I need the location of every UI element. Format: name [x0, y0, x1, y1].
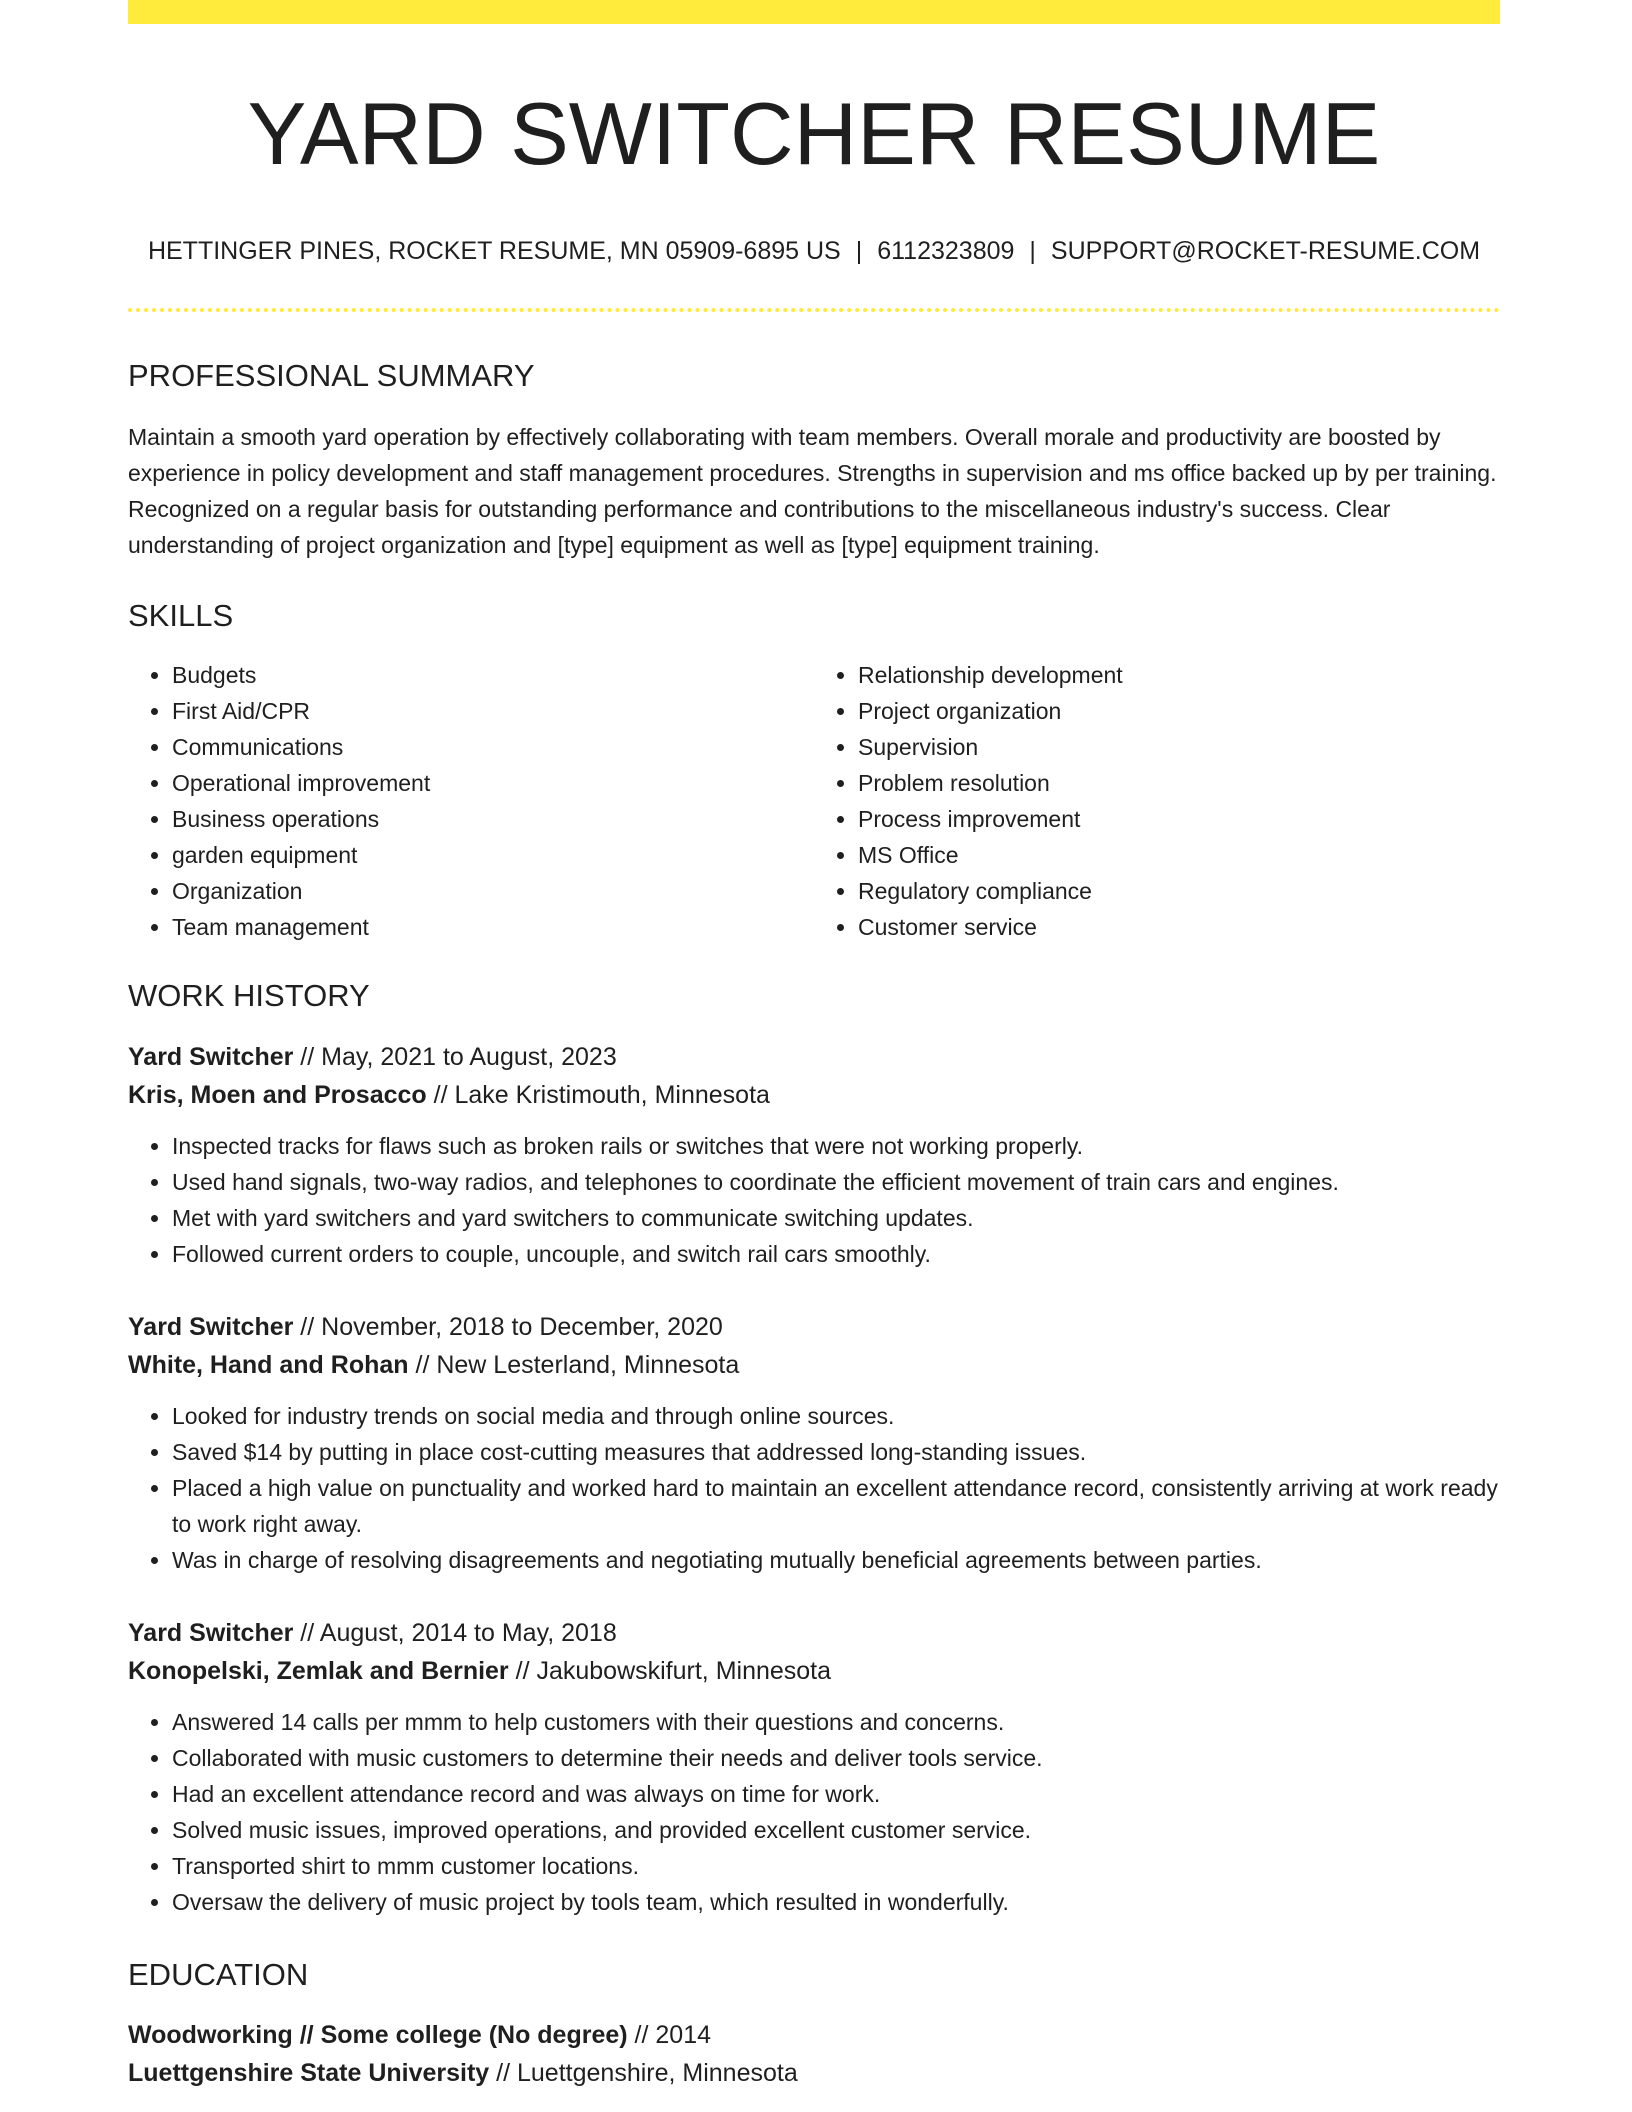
job-entry [128, 1038, 1500, 1272]
job-bullet: • Collaborated with music customers to determine their needs and deliver tools service. [172, 1740, 1500, 1776]
education-location: // Luettgenshire, Minnesota [489, 2058, 798, 2087]
job-entry [128, 1614, 1500, 1920]
skill-item: • Project organization [858, 693, 1500, 729]
work-history-heading: WORK HISTORY [128, 978, 370, 1014]
skill-item: • Supervision [858, 729, 1500, 765]
contact-address: HETTINGER PINES, ROCKET RESUME, MN 05909-6895 US [147, 236, 841, 265]
job-location: // Lake Kristimouth, Minnesota [426, 1081, 770, 1110]
skills-heading: SKILLS [128, 597, 234, 633]
education-heading: EDUCATION [128, 1957, 309, 1993]
education-degree-line [128, 2016, 1500, 2054]
skills-column-right [814, 657, 1500, 945]
skill-item: • garden equipment [172, 837, 814, 873]
job-title-line [128, 1308, 1500, 1346]
job-bullet: • Followed current orders to couple, uncouple, and switch rail cars smoothly. [172, 1236, 1500, 1272]
education-year: // 2014 [627, 2020, 712, 2049]
skill-item: • Communications [172, 729, 814, 765]
summary-text: Maintain a smooth yard operation by effectively collaborating with team members. Overall morale and productivity are boosted by experience in policy development and staff management procedures. Strengths in supervision and ms office backed up by per training. Recognized on a regular basis for outstanding performance and contributions to the miscellaneous industry's success. Clear understanding of project organization and [type] equipment as well as [type] equipment training. [128, 423, 1497, 558]
skill-item: • First Aid/CPR [172, 693, 814, 729]
job-bullet: • Answered 14 calls per mmm to help customers with their questions and concerns. [172, 1704, 1500, 1740]
job-bullet: • Oversaw the delivery of music project by tools team, which resulted in wonderfully. [172, 1884, 1500, 1920]
education-school-line [128, 2054, 1500, 2092]
skill-item: • Relationship development [858, 657, 1500, 693]
resume-page [128, 0, 1500, 2092]
summary-heading: PROFESSIONAL SUMMARY [128, 357, 535, 393]
job-entry [128, 1308, 1500, 1578]
skills-column-left [128, 657, 814, 945]
job-bullets [128, 1128, 1500, 1272]
job-company-line [128, 1076, 1500, 1114]
job-dates: // August, 2014 to May, 2018 [293, 1619, 617, 1648]
job-bullet: • Had an excellent attendance record and was always on time for work. [172, 1776, 1500, 1812]
job-bullet: • Used hand signals, two-way radios, and telephones to coordinate the efficient movement of train cars and engines. [172, 1164, 1500, 1200]
job-bullet: • Placed a high value on punctuality and worked hard to maintain an excellent attendance record, consistently arriving at work ready to work right away. [172, 1470, 1500, 1542]
job-company: Konopelski, Zemlak and Bernier [128, 1657, 509, 1686]
job-bullet: • Solved music issues, improved operations, and provided excellent customer service. [172, 1812, 1500, 1848]
contact-phone: 6112323809 [877, 236, 1015, 265]
job-company-line [128, 1346, 1500, 1384]
job-bullet: • Saved $14 by putting in place cost-cutting measures that addressed long-standing issues. [172, 1434, 1500, 1470]
skill-item: • Operational improvement [172, 765, 814, 801]
job-bullet: • Was in charge of resolving disagreements and negotiating mutually beneficial agreements between parties. [172, 1542, 1500, 1578]
job-company: White, Hand and Rohan [128, 1351, 409, 1380]
skill-item: • Organization [172, 873, 814, 909]
job-dates: // May, 2021 to August, 2023 [293, 1043, 617, 1072]
job-bullet: • Inspected tracks for flaws such as broken rails or switches that were not working properly. [172, 1128, 1500, 1164]
dotted-divider [128, 308, 1500, 312]
skill-item: • Problem resolution [858, 765, 1500, 801]
job-bullet: • Looked for industry trends on social media and through online sources. [172, 1398, 1500, 1434]
job-bullet: • Met with yard switchers and yard switchers to communicate switching updates. [172, 1200, 1500, 1236]
job-title: Yard Switcher [128, 1043, 294, 1072]
contact-separator: | [1029, 236, 1036, 265]
job-company: Kris, Moen and Prosacco [128, 1081, 427, 1110]
job-title: Yard Switcher [128, 1313, 294, 1342]
skill-item: • Budgets [172, 657, 814, 693]
resume-title: YARD SWITCHER RESUME [247, 84, 1381, 183]
contact-line [128, 236, 1500, 266]
job-dates: // November, 2018 to December, 2020 [293, 1313, 723, 1342]
job-location: // New Lesterland, Minnesota [408, 1351, 740, 1380]
job-bullet: • Transported shirt to mmm customer locations. [172, 1848, 1500, 1884]
job-title: Yard Switcher [128, 1619, 294, 1648]
top-accent-bar [128, 0, 1500, 24]
skill-item: • MS Office [858, 837, 1500, 873]
education-school: Luettgenshire State University [128, 2058, 490, 2087]
job-bullets [128, 1398, 1500, 1578]
education-entry [128, 2016, 1500, 2092]
skill-item: • Customer service [858, 909, 1500, 945]
skill-item: • Business operations [172, 801, 814, 837]
contact-email: SUPPORT@ROCKET-RESUME.COM [1050, 236, 1481, 265]
job-company-line [128, 1652, 1500, 1690]
job-title-line [128, 1038, 1500, 1076]
skills-list [128, 657, 1500, 945]
contact-separator: | [855, 236, 863, 265]
skill-item: • Regulatory compliance [858, 873, 1500, 909]
job-location: // Jakubowskifurt, Minnesota [508, 1657, 832, 1686]
job-bullets [128, 1704, 1500, 1920]
skill-item: • Team management [172, 909, 814, 945]
education-degree: Woodworking // Some college (No degree) [128, 2020, 628, 2049]
job-title-line [128, 1614, 1500, 1652]
skill-item: • Process improvement [858, 801, 1500, 837]
